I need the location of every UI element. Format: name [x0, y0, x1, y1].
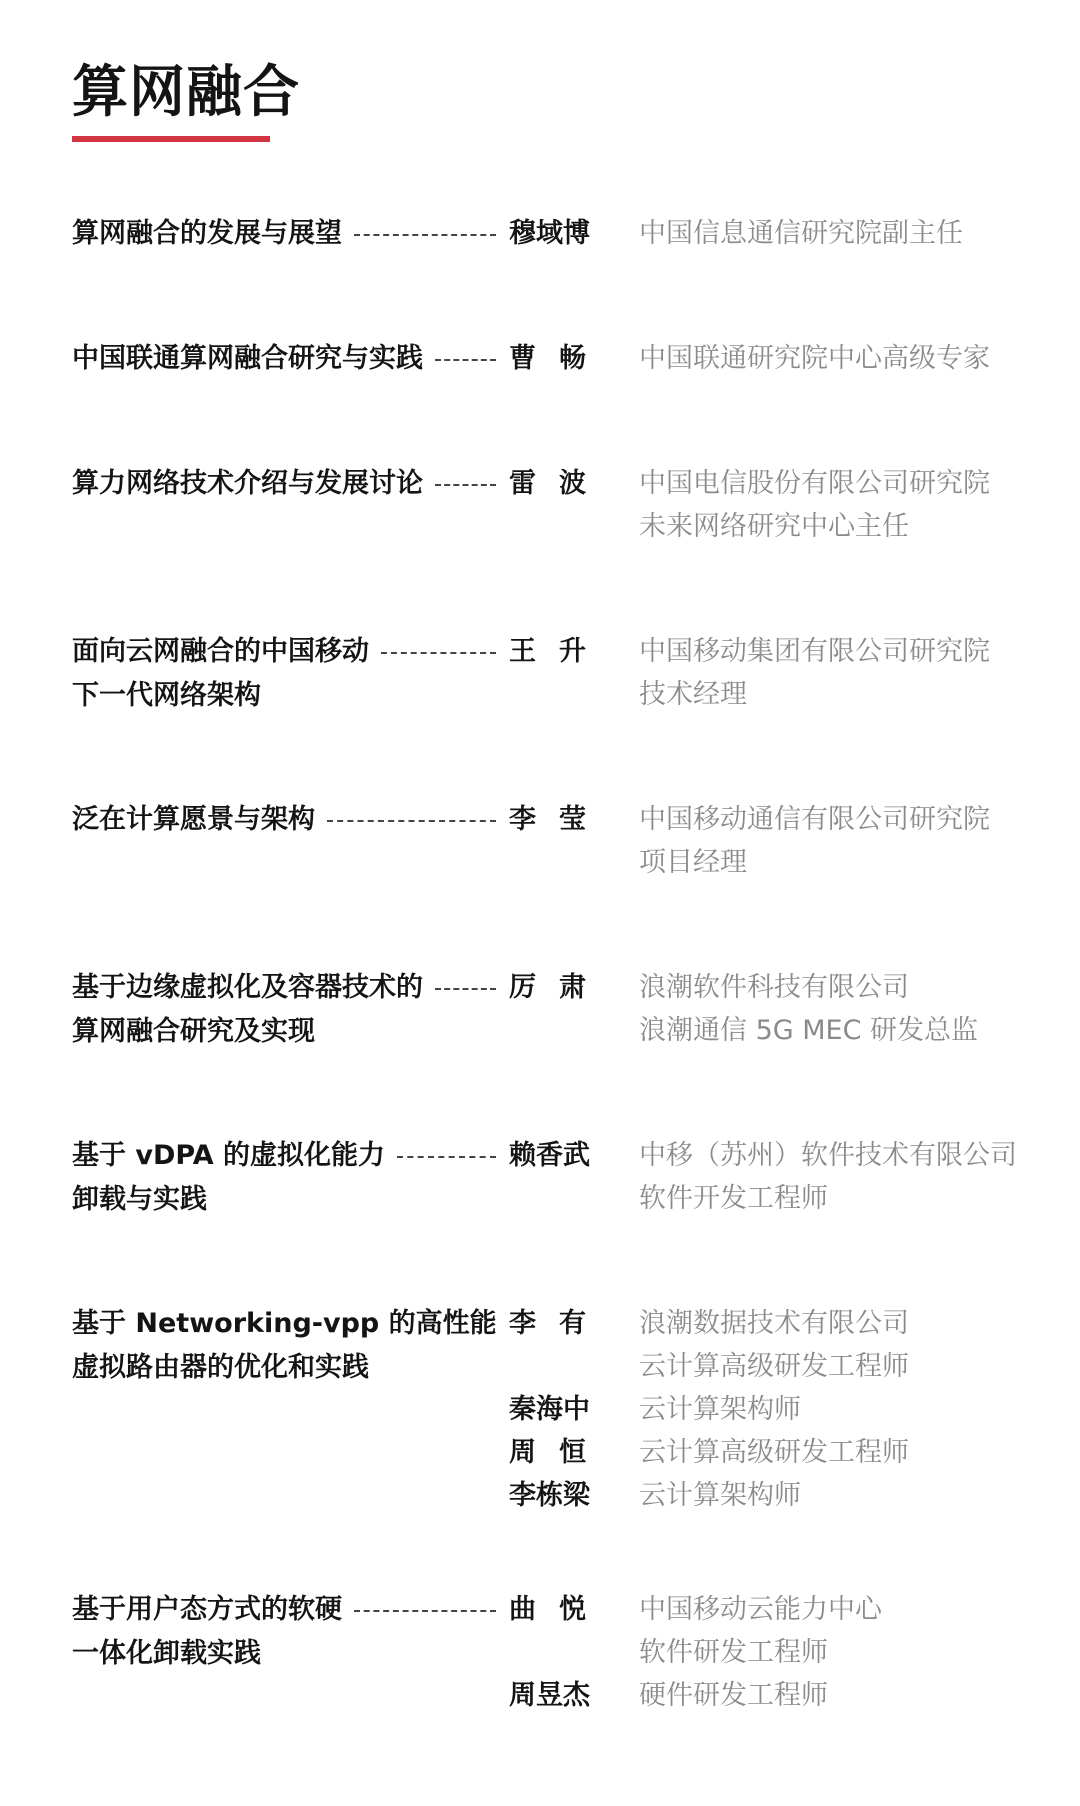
speaker-title-line: 浪潮软件科技有限公司: [639, 972, 909, 1003]
speaker-name: 厉肃: [509, 972, 609, 1003]
speaker-name: 王升: [509, 636, 609, 667]
speaker-title: [639, 1431, 909, 1474]
talk-topic-line: 算网融合研究及实现: [72, 1016, 315, 1047]
talk-topic: [72, 966, 423, 1054]
speaker-name: 曲悦: [509, 1594, 609, 1625]
speaker-name: 秦海中: [509, 1394, 590, 1425]
speaker-title: [639, 966, 978, 1052]
speaker-title-line: 硬件研发工程师: [639, 1680, 828, 1711]
talk-topic-line: 算力网络技术介绍与发展讨论: [72, 468, 423, 499]
speaker-title: [639, 1588, 882, 1674]
dashed-leader: [435, 359, 496, 361]
speaker-title: [639, 1134, 1017, 1220]
speaker-name: 周昱杰: [509, 1680, 590, 1711]
talk-topic-line: 一体化卸载实践: [72, 1638, 261, 1669]
talk-topic-line: 下一代网络架构: [72, 680, 261, 711]
talk-topic: [72, 212, 342, 256]
speaker-title-line: 项目经理: [639, 847, 747, 878]
dashed-leader: [381, 652, 496, 654]
talk-topic: [72, 337, 423, 381]
speaker-title-line: 中国移动云能力中心: [639, 1594, 882, 1625]
talk-topic-line: 卸载与实践: [72, 1184, 207, 1215]
talk-topic: [72, 462, 423, 506]
speaker-title-line: 软件开发工程师: [639, 1183, 828, 1214]
talk-topic: [72, 1588, 342, 1676]
speaker-title: [639, 337, 990, 380]
section-title: 算网融合: [72, 60, 300, 125]
speaker-title: [639, 1388, 801, 1431]
talk-topic-line: 基于边缘虚拟化及容器技术的: [72, 972, 423, 1003]
speaker-title: [639, 798, 990, 884]
speaker-name: 雷波: [509, 468, 609, 499]
dashed-leader: [435, 988, 496, 990]
speaker-title-line: 云计算架构师: [639, 1480, 801, 1511]
talk-topic-line: 面向云网融合的中国移动: [72, 636, 369, 667]
talk-topic: [72, 798, 315, 842]
dashed-leader: [435, 484, 496, 486]
speaker-name: 周恒: [509, 1437, 609, 1468]
speaker-title-line: 中国联通研究院中心高级专家: [639, 343, 990, 374]
speaker-title-line: 浪潮通信 5G MEC 研发总监: [639, 1015, 979, 1046]
speaker-title-line: 中国移动集团有限公司研究院: [639, 636, 990, 667]
speaker-title-line: 技术经理: [639, 679, 747, 710]
speaker-name: 李栋梁: [509, 1480, 590, 1511]
speaker-title: [639, 212, 963, 255]
talk-topic: [72, 1302, 497, 1390]
talk-topic-line: 虚拟路由器的优化和实践: [72, 1352, 369, 1383]
speaker-name: 曹畅: [509, 343, 609, 374]
dashed-leader: [327, 820, 496, 822]
talk-topic-line: 基于用户态方式的软硬: [72, 1594, 342, 1625]
speaker-title-line: 中国信息通信研究院副主任: [639, 218, 963, 249]
speaker-name: 赖香武: [509, 1140, 590, 1171]
talk-topic: [72, 630, 369, 718]
talk-topic-line: 基于 Networking-vpp 的高性能: [72, 1308, 497, 1339]
speaker-title-line: 云计算架构师: [639, 1394, 801, 1425]
speaker-name: 李莹: [509, 804, 609, 835]
talk-topic-line: 中国联通算网融合研究与实践: [72, 343, 423, 374]
dashed-leader: [397, 1156, 496, 1158]
talk-topic: [72, 1134, 385, 1222]
speaker-title-line: 浪潮数据技术有限公司: [639, 1308, 909, 1339]
speaker-title-line: 中国电信股份有限公司研究院: [639, 468, 990, 499]
talk-topic-line: 泛在计算愿景与架构: [72, 804, 315, 835]
speaker-title: [639, 1674, 828, 1717]
dashed-leader: [354, 1610, 496, 1612]
speaker-title: [639, 630, 990, 716]
speaker-title: [639, 1474, 801, 1517]
speaker-name: 穆域博: [509, 218, 590, 249]
title-underline: [72, 136, 270, 142]
speaker-title-line: 中移（苏州）软件技术有限公司: [639, 1140, 1017, 1171]
speaker-title-line: 中国移动通信有限公司研究院: [639, 804, 990, 835]
speaker-title: [639, 1302, 909, 1388]
speaker-title-line: 云计算高级研发工程师: [639, 1437, 909, 1468]
speaker-title: [639, 462, 990, 548]
dashed-leader: [354, 234, 496, 236]
speaker-title-line: 未来网络研究中心主任: [639, 511, 909, 542]
speaker-name: 李有: [509, 1308, 609, 1339]
talk-topic-line: 算网融合的发展与展望: [72, 218, 342, 249]
talk-topic-line: 基于 vDPA 的虚拟化能力: [72, 1140, 386, 1171]
speaker-title-line: 云计算高级研发工程师: [639, 1351, 909, 1382]
speaker-title-line: 软件研发工程师: [639, 1637, 828, 1668]
